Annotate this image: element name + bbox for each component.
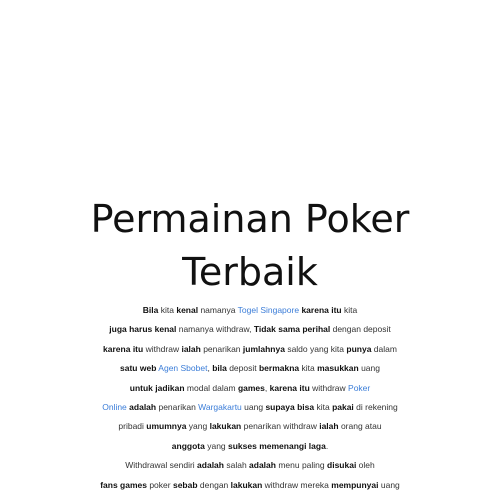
- article-text: kita: [341, 305, 358, 315]
- article-body: [80, 301, 420, 495]
- article-text: deposit: [226, 363, 259, 374]
- article-text: withdraw mereka: [262, 479, 332, 490]
- article-text: penarikan: [200, 343, 243, 354]
- article-text: withdraw: [309, 382, 349, 393]
- article-line: [80, 379, 420, 398]
- article-bold-text: pakai: [332, 401, 354, 412]
- article-bold-text: satu web: [120, 363, 157, 374]
- article-text: pribadi: [118, 421, 147, 432]
- article-text: dalam: [371, 343, 397, 354]
- article-text: ,: [264, 382, 270, 393]
- article-text: uang: [358, 363, 380, 374]
- article-bold-text: disukai: [327, 460, 357, 471]
- article-bold-text: untuk jadikan: [129, 382, 185, 393]
- article-bold-text: ialah: [181, 343, 201, 354]
- article-text: dengan deposit: [330, 324, 391, 335]
- article-line: [80, 398, 420, 417]
- article-bold-text: adalah: [197, 460, 224, 471]
- article-bold-text: karena itu: [269, 382, 310, 393]
- article-text: salah: [223, 460, 250, 471]
- article-bold-text: sebab: [172, 479, 198, 490]
- article-text: withdraw: [143, 343, 182, 354]
- article-link[interactable]: Online: [102, 401, 127, 412]
- article-line: [80, 417, 420, 436]
- article-line: [80, 359, 420, 378]
- article-text: .: [325, 440, 329, 451]
- article-text: penarikan withdraw: [241, 421, 320, 432]
- article-text: penarikan: [156, 401, 199, 412]
- article-bold-text: adalah: [249, 460, 276, 471]
- article-text: ,: [207, 363, 213, 374]
- article-text: namanya withdraw,: [176, 324, 254, 335]
- article-bold-text: lakukan: [230, 479, 263, 490]
- article-bold-text: karena itu: [301, 305, 342, 315]
- article-bold-text: karena itu: [103, 343, 144, 354]
- page-title: [0, 193, 500, 299]
- article-bold-text: supaya bisa: [265, 401, 315, 412]
- article-text: saldo yang kita: [284, 343, 347, 354]
- article-bold-text: anggota: [171, 440, 205, 451]
- article-bold-text: ialah: [319, 421, 339, 432]
- article-bold-text: fans games: [100, 479, 147, 490]
- article-text: yang: [186, 421, 210, 432]
- article-line: [80, 340, 420, 359]
- article-text: kita: [299, 363, 318, 374]
- article-bold-text: Tidak sama perihal: [253, 324, 331, 335]
- article-line: [80, 476, 420, 495]
- article-text: dengan: [197, 479, 231, 490]
- article-text: namanya: [198, 305, 238, 315]
- article-text: menu paling: [275, 460, 328, 471]
- article-text: kita: [314, 401, 333, 412]
- article-line: [80, 456, 420, 475]
- article-line: [80, 320, 420, 339]
- article-text: modal dalam: [184, 382, 238, 393]
- page-title-line-2: Terbaik: [182, 250, 318, 294]
- article-bold-text: bila: [212, 363, 227, 374]
- article-link[interactable]: Togel Singapore: [237, 305, 300, 315]
- article-bold-text: mempunyai: [331, 479, 379, 490]
- article-bold-text: umumnya: [146, 421, 187, 432]
- article-bold-text: lakukan: [209, 421, 242, 432]
- article-text: orang atau: [338, 421, 382, 432]
- article-bold-text: punya: [346, 343, 372, 354]
- article-text: yang: [204, 440, 229, 451]
- article-line: [80, 301, 420, 320]
- article-text: kita: [158, 305, 177, 315]
- article-bold-text: juga harus kenal: [109, 324, 177, 335]
- article-text: uang: [378, 479, 400, 490]
- article-link[interactable]: Wargakartu: [198, 401, 242, 412]
- article-text: Withdrawal sendiri: [125, 460, 198, 471]
- page-title-line-1: Permainan Poker: [90, 197, 410, 241]
- article-bold-text: adalah: [129, 401, 157, 412]
- article-bold-text: Bila: [142, 305, 159, 315]
- article-text: di rekening: [353, 401, 398, 412]
- article-bold-text: sukses memenangi laga: [228, 440, 326, 451]
- article-bold-text: bermakna: [258, 363, 300, 374]
- article-link[interactable]: Agen Sbobet: [158, 363, 208, 374]
- article-bold-text: kenal: [176, 305, 199, 315]
- article-text: oleh: [356, 460, 375, 471]
- article-bold-text: masukkan: [317, 363, 359, 374]
- article-link[interactable]: Poker: [348, 382, 371, 393]
- article-text: poker: [146, 479, 173, 490]
- article-bold-text: games: [237, 382, 265, 393]
- article-bold-text: jumlahnya: [242, 343, 285, 354]
- article-line: [80, 437, 420, 456]
- article-text: uang: [241, 401, 266, 412]
